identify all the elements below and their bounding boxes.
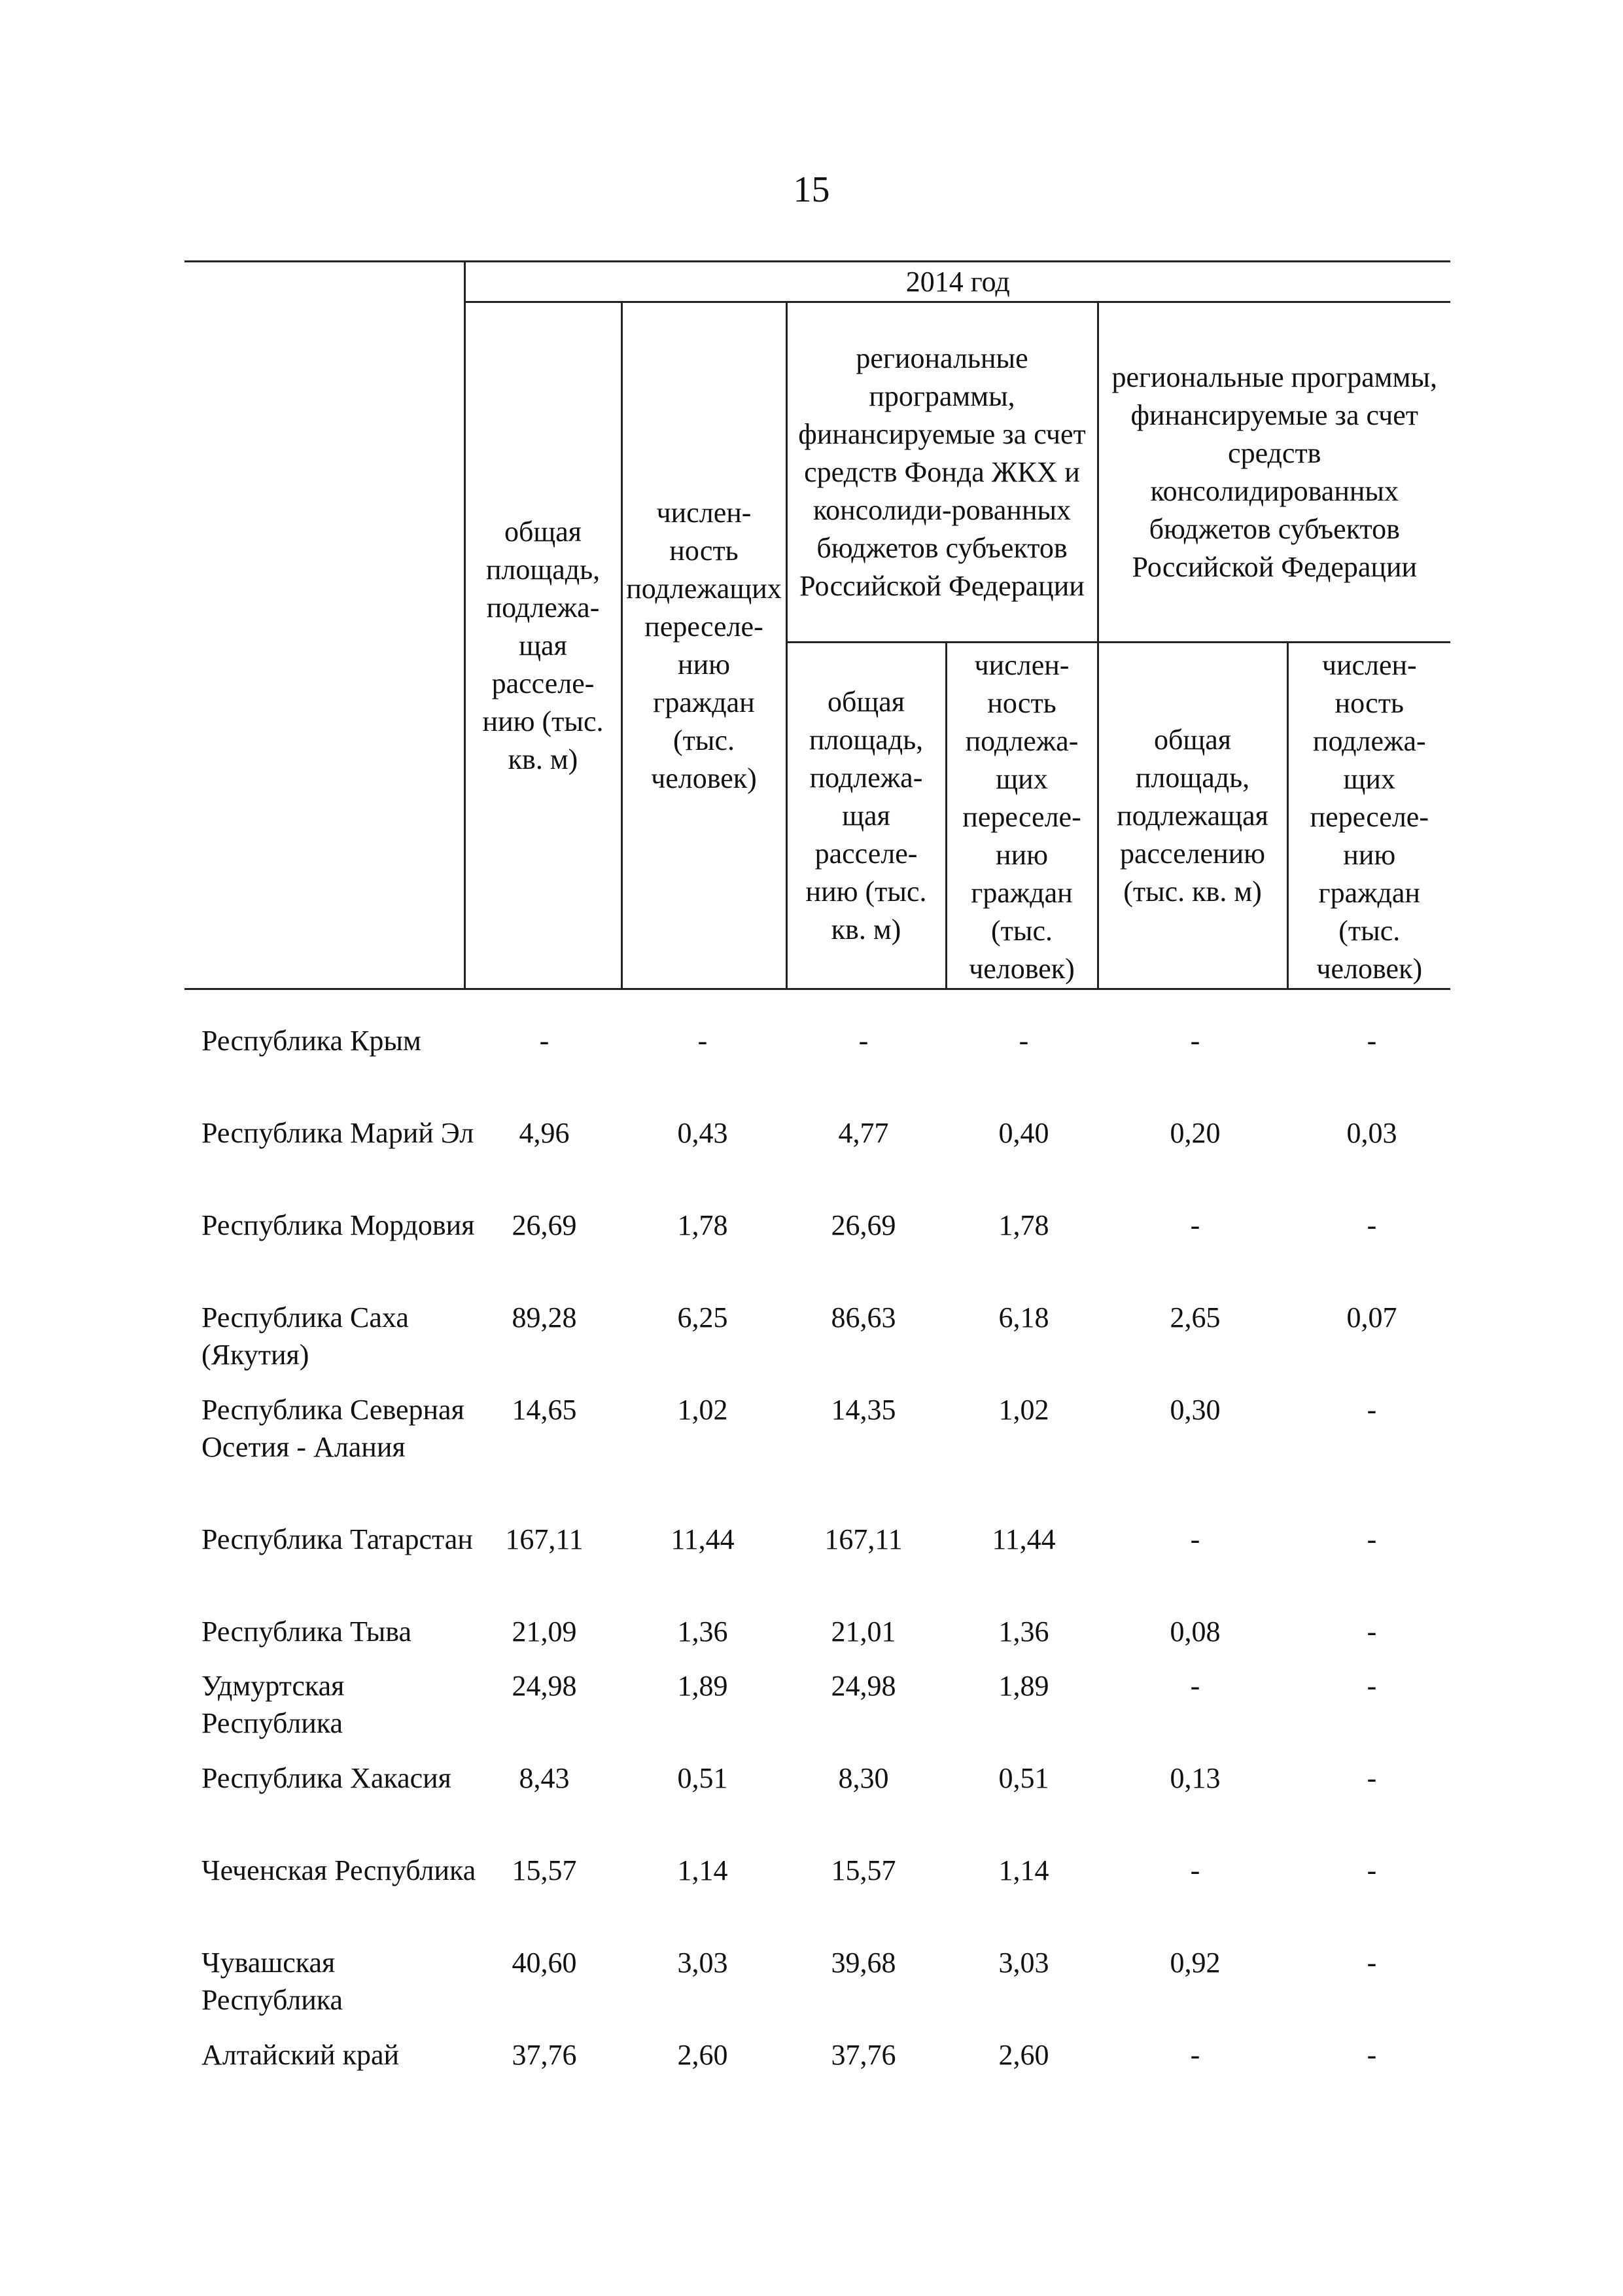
total-people-value: 1,02	[677, 1394, 728, 1426]
total-people-value: 6,25	[677, 1301, 728, 1333]
fund-area-value: 4,77	[838, 1117, 889, 1149]
region-name: Чувашская Республика	[201, 1947, 343, 2016]
budget-people-value: -	[1367, 1670, 1377, 1702]
budget-area-value: 0,13	[1170, 1762, 1221, 1794]
fund-programs-header: региональные программы, финансируемые за счет средств Фонда ЖКХ и консолиди-рованных бюджетов субъектов Российской Федерации	[786, 302, 1098, 643]
total-people-value: -	[697, 1025, 708, 1057]
budget-programs-header: региональные программы, финансируемые за счет средств консолидированных бюджетов субъектов Российской Федерации	[1098, 302, 1450, 643]
fund-area-value: 167,11	[824, 1523, 903, 1555]
budget-area-header: общая площадь, подлежащая расселению (тыс. кв. м)	[1098, 643, 1287, 989]
fund-area-value: 39,68	[831, 1947, 896, 1979]
total-area-value: 24,98	[512, 1670, 577, 1702]
budget-people-value: -	[1367, 1523, 1377, 1555]
fund-area-value: 8,30	[838, 1762, 889, 1794]
year-header: 2014 год	[464, 262, 1450, 302]
fund-people-value: -	[1019, 1025, 1029, 1057]
total-people-value: 1,36	[677, 1616, 728, 1648]
total-area-value: 40,60	[512, 1947, 577, 1979]
budget-area-value: -	[1190, 1854, 1200, 1886]
total-area-header: общая площадь, подлежа-щая расселе-нию (тыс. кв. м)	[464, 302, 621, 989]
region-name: Республика Татарстан	[201, 1523, 473, 1555]
region-name: Республика Саха (Якутия)	[201, 1301, 409, 1371]
fund-area-value: 26,69	[831, 1209, 896, 1241]
fund-people-value: 11,44	[992, 1523, 1056, 1555]
budget-people-value: -	[1367, 1394, 1377, 1426]
total-area-value: 21,09	[512, 1616, 577, 1648]
region-name: Республика Крым	[201, 1025, 421, 1057]
budget-people-value: -	[1367, 1616, 1377, 1648]
fund-people-value: 2,60	[998, 2039, 1049, 2071]
fund-people-value: 1,78	[998, 1209, 1049, 1241]
total-people-value: 0,51	[677, 1762, 728, 1794]
budget-area-value: 0,30	[1170, 1394, 1221, 1426]
budget-area-value: 0,08	[1170, 1616, 1221, 1648]
total-area-value: 4,96	[519, 1117, 570, 1149]
region-name: Чеченская Республика	[201, 1854, 476, 1886]
budget-area-value: 2,65	[1170, 1301, 1221, 1333]
fund-people-value: 0,51	[998, 1762, 1049, 1794]
total-area-value: 89,28	[512, 1301, 577, 1333]
budget-area-value: -	[1190, 1209, 1200, 1241]
budget-people-value: -	[1367, 1762, 1377, 1794]
total-people-value: 2,60	[677, 2039, 728, 2071]
total-area-value: -	[539, 1025, 550, 1057]
total-area-value: 26,69	[512, 1209, 577, 1241]
page-number: 15	[793, 169, 830, 210]
fund-people-value: 3,03	[998, 1947, 1049, 1979]
fund-area-value: -	[858, 1025, 869, 1057]
fund-area-value: 15,57	[831, 1854, 896, 1886]
budget-people-value: 0,07	[1346, 1301, 1397, 1333]
fund-people-value: 1,36	[998, 1616, 1049, 1648]
total-people-value: 1,89	[677, 1670, 728, 1702]
total-people-value: 11,44	[671, 1523, 735, 1555]
total-area-value: 14,65	[512, 1394, 577, 1426]
budget-people-value: -	[1367, 1025, 1377, 1057]
region-name: Республика Марий Эл	[201, 1117, 474, 1149]
fund-people-value: 1,02	[998, 1394, 1049, 1426]
fund-area-value: 21,01	[831, 1616, 896, 1648]
budget-area-value: -	[1190, 1523, 1200, 1555]
fund-area-value: 86,63	[831, 1301, 896, 1333]
region-name: Республика Северная Осетия - Алания	[201, 1394, 464, 1463]
region-name: Республика Мордовия	[201, 1209, 475, 1241]
total-people-value: 1,14	[677, 1854, 728, 1886]
fund-people-value: 1,89	[998, 1670, 1049, 1702]
budget-area-value: 0,20	[1170, 1117, 1221, 1149]
fund-people-value: 1,14	[998, 1854, 1049, 1886]
fund-area-value: 37,76	[831, 2039, 896, 2071]
budget-people-value: -	[1367, 2039, 1377, 2071]
fund-people-header: числен-ность подлежа-щих переселе-нию граждан (тыс. человек)	[946, 643, 1098, 989]
budget-people-header: числен-ность подлежа-щих переселе-нию граждан (тыс. человек)	[1287, 643, 1450, 989]
total-area-value: 167,11	[505, 1523, 584, 1555]
total-area-value: 8,43	[519, 1762, 570, 1794]
region-name: Республика Хакасия	[201, 1762, 451, 1794]
total-people-value: 0,43	[677, 1117, 728, 1149]
budget-people-value: -	[1367, 1854, 1377, 1886]
budget-people-value: -	[1367, 1947, 1377, 1979]
region-name: Республика Тыва	[201, 1616, 412, 1648]
region-name: Удмуртская Республика	[201, 1670, 345, 1739]
fund-area-value: 14,35	[831, 1394, 896, 1426]
budget-area-value: -	[1190, 1025, 1200, 1057]
region-column-header	[184, 262, 464, 989]
table-header	[184, 260, 1450, 990]
total-people-value: 1,78	[677, 1209, 728, 1241]
total-area-value: 37,76	[512, 2039, 577, 2071]
budget-area-value: -	[1190, 2039, 1200, 2071]
budget-area-value: -	[1190, 1670, 1200, 1702]
total-people-header: числен-ность подлежащих переселе-нию граждан (тыс. человек)	[621, 302, 786, 989]
fund-area-value: 24,98	[831, 1670, 896, 1702]
budget-people-value: -	[1367, 1209, 1377, 1241]
budget-people-value: 0,03	[1346, 1117, 1397, 1149]
fund-people-value: 6,18	[998, 1301, 1049, 1333]
region-name: Алтайский край	[201, 2039, 400, 2071]
budget-area-value: 0,92	[1170, 1947, 1221, 1979]
fund-people-value: 0,40	[998, 1117, 1049, 1149]
fund-area-header: общая площадь, подлежа-щая расселе-нию (тыс. кв. м)	[786, 643, 946, 989]
total-people-value: 3,03	[677, 1947, 728, 1979]
total-area-value: 15,57	[512, 1854, 577, 1886]
